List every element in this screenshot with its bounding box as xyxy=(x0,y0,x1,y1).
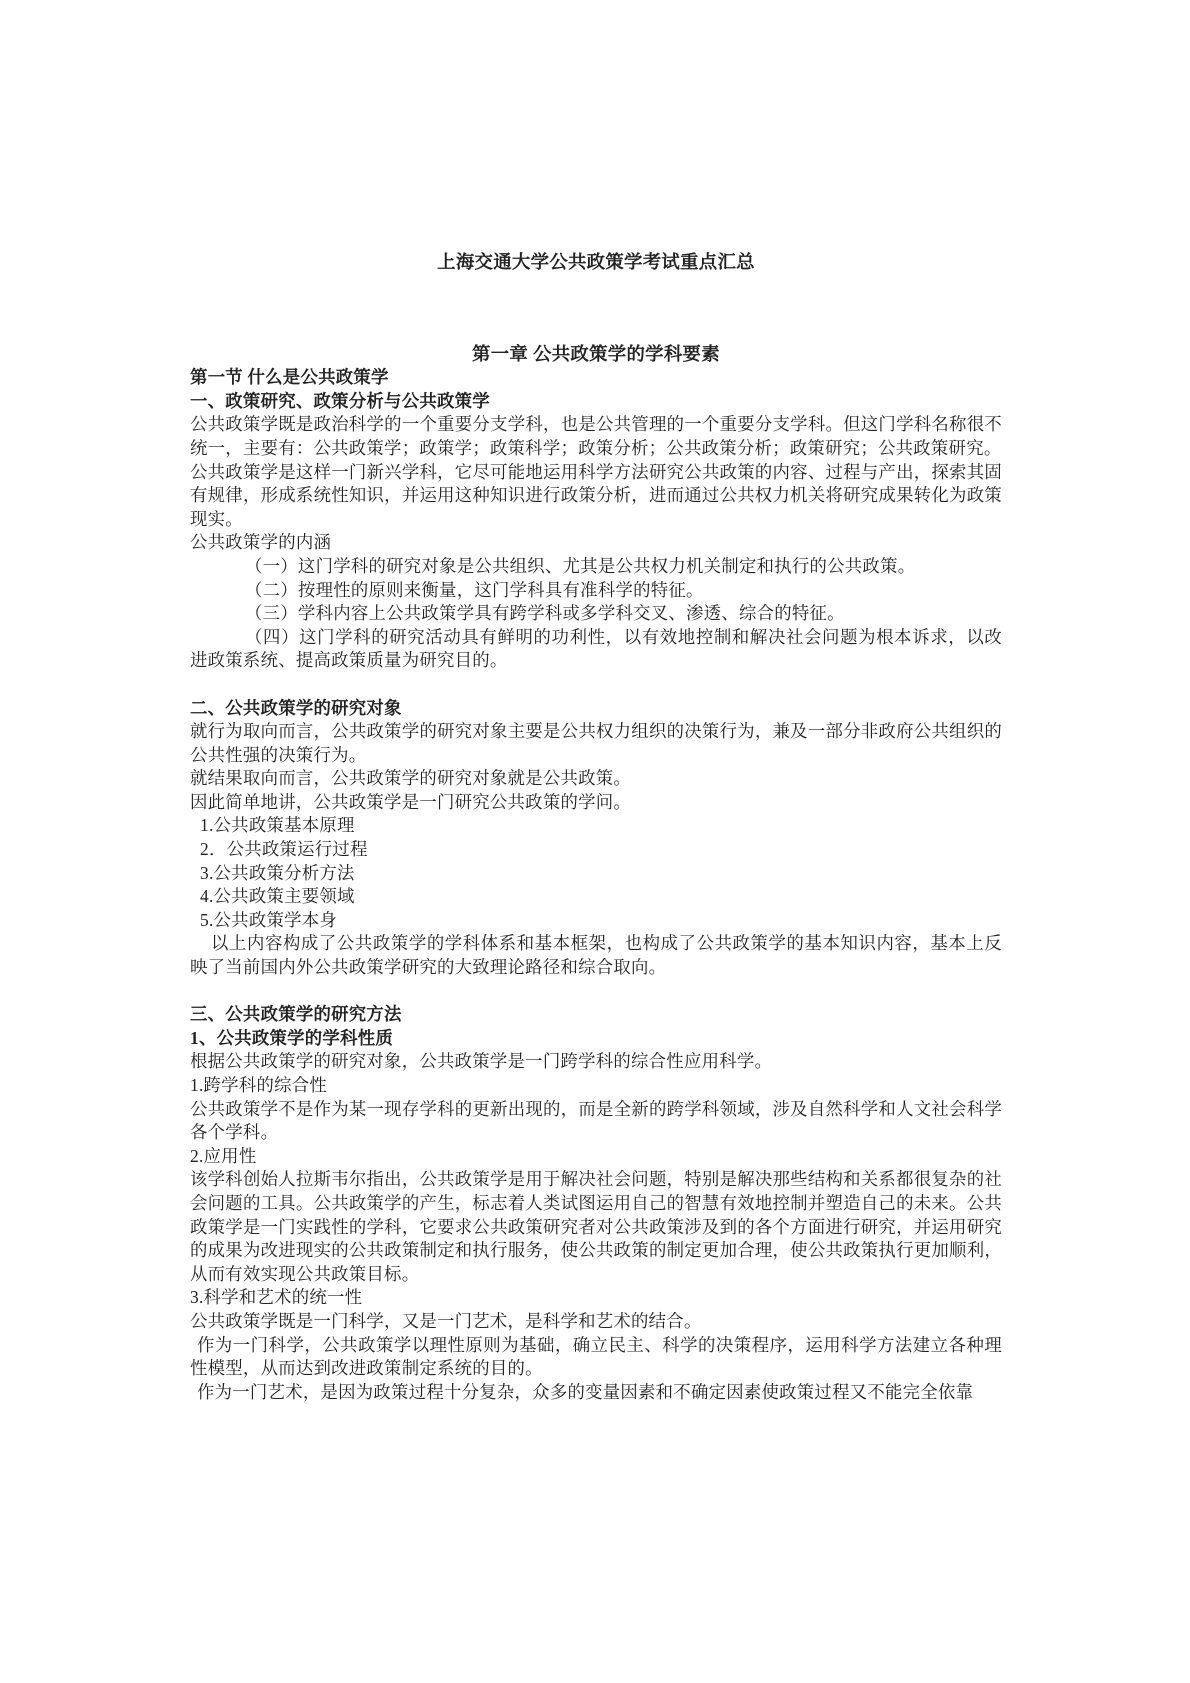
paragraph-body: 3.科学和艺术的统一性 xyxy=(190,1287,363,1308)
paragraph-body: 1.跨学科的综合性 xyxy=(190,1075,328,1095)
paragraph-indent: （一）这门学科的研究对象是公共组织、尤其是公共权力机关制定和执行的公共政策。 xyxy=(245,555,916,576)
paragraph-list: 4.公共政策主要领域 xyxy=(200,886,355,907)
paragraph-blank xyxy=(190,673,1002,697)
paragraph-heading: 三、公共政策学的研究方法 xyxy=(190,1004,402,1025)
paragraph-chapter: 第一章 公共政策学的学科要素 xyxy=(472,343,720,364)
paragraph-indent: （四）这门学科的研究活动具有鲜明的功利性，以有效地控制和解决社会问题为根本诉求，以改进政策系统、提高政策质量为研究目的。 xyxy=(190,626,1002,671)
paragraph-heading: 一、政策研究、政策分析与公共政策学 xyxy=(190,390,490,411)
paragraph-list: 5.公共政策学本身 xyxy=(200,909,338,930)
paragraph-small-indent: 作为一门科学，公共政策学以理性原则为基础，确立民主、科学的决策程序，运用科学方法建立各种理性模型，从而达到改进政策制定系统的目的。 xyxy=(190,1334,1002,1379)
document-body xyxy=(190,343,1002,1405)
paragraph-body: 公共政策学的内涵 xyxy=(190,532,332,553)
paragraph-blank xyxy=(190,980,1002,1004)
paragraph-indent: （二）按理性的原则来衡量，这门学科具有准科学的特征。 xyxy=(245,579,704,600)
paragraph-first-indent: 以上内容构成了公共政策学的学科体系和基本框架，也构成了公共政策学的基本知识内容，基本上反映了当前国内外公共政策学研究的大致理论路径和综合取向。 xyxy=(190,933,1002,978)
paragraph-body: 就行为取向而言，公共政策学的研究对象主要是公共权力组织的决策行为，兼及一部分非政府公共组织的公共性强的决策行为。 xyxy=(190,721,1002,765)
paragraph-body: 公共政策学既是政治科学的一个重要分支学科，也是公共管理的一个重要分支学科。但这门学科名称很不统一，主要有：公共政策学；政策学；政策科学；政策分析；公共政策分析；政策研究；公共政策研究。 xyxy=(190,414,1002,458)
paragraph-indent: （三）学科内容上公共政策学具有跨学科或多学科交叉、渗透、综合的特征。 xyxy=(245,603,845,624)
paragraph-body: 就结果取向而言，公共政策学的研究对象就是公共政策。 xyxy=(190,768,632,789)
paragraph-body: 公共政策学不是作为某一现存学科的更新出现的，而是全新的跨学科领域，涉及自然科学和人文社会科学各个学科。 xyxy=(190,1098,1002,1143)
paragraph-body: 根据公共政策学的研究对象，公共政策学是一门跨学科的综合性应用科学。 xyxy=(190,1051,773,1072)
paragraph-heading: 第一节 什么是公共政策学 xyxy=(190,367,389,388)
paragraph-body: 公共政策学是这样一门新兴学科，它尽可能地运用科学方法研究公共政策的内容、过程与产出，探索其固有规律，形成系统性知识，并运用这种知识进行政策分析，进而通过公共权力机关将研究成果转化为政策现实。 xyxy=(190,461,1002,529)
paragraph-list: 3.公共政策分析方法 xyxy=(200,862,355,883)
paragraph-heading: 二、公共政策学的研究对象 xyxy=(190,697,402,718)
paragraph-body: 公共政策学既是一门科学，又是一门艺术，是科学和艺术的结合。 xyxy=(190,1310,702,1331)
paragraph-body: 该学科创始人拉斯韦尔指出，公共政策学是用于解决社会问题，特别是解决那些结构和关系都很复杂的社会问题的工具。公共政策学的产生，标志着人类试图运用自己的智慧有效地控制并塑造自己的未来。公共政策学是一门实践性的学科，它要求公共政策研究者对公共政策涉及到的各个方面进行研究，并运用研究的成果为改进现实的公共政策制定和执行服务，使公共政策的制定更加合理，使公共政策执行更加顺利，从而有效实现公共政策目标。 xyxy=(190,1169,1002,1284)
document-title: 上海交通大学公共政策学考试重点汇总 xyxy=(437,252,755,272)
paragraph-list: 1.公共政策基本原理 xyxy=(200,815,355,836)
paragraph-small-indent: 作为一门艺术，是因为政策过程十分复杂，众多的变量因素和不确定因素使政策过程又不能完全依靠 xyxy=(197,1381,974,1402)
paragraph-list: 2．公共政策运行过程 xyxy=(200,839,368,860)
paragraph-body: 因此简单地讲，公共政策学是一门研究公共政策的学问。 xyxy=(190,791,632,812)
paragraph-heading: 1、公共政策学的学科性质 xyxy=(190,1027,393,1048)
paragraph-body: 2.应用性 xyxy=(190,1145,257,1166)
